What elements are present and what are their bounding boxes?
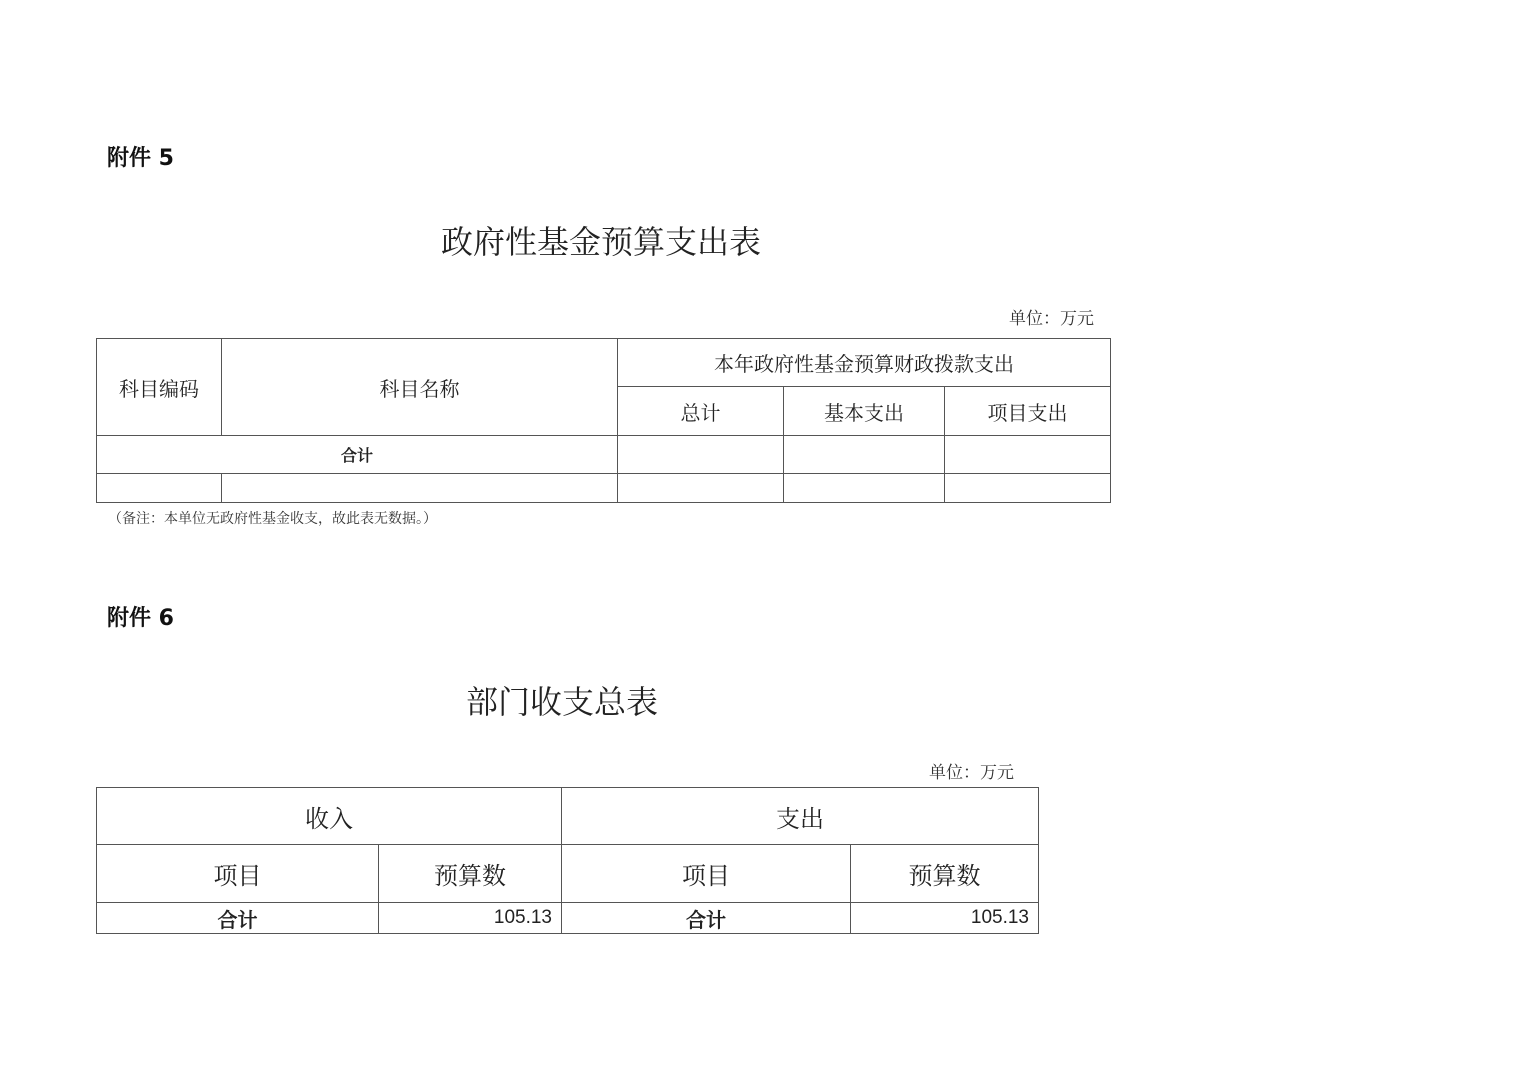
annex-5-note: （备注：本单位无政府性基金收支，故此表无数据。） [108,511,437,527]
annex-5-title: 政府性基金预算支出表 [441,223,762,261]
table-row [97,474,1111,503]
annex-5-unit-label: 单位：万元 [1009,309,1094,329]
header-expense-budget: 预算数 [851,845,1039,903]
header-income-item: 项目 [97,845,379,903]
government-fund-budget-expenditure-table [96,338,1111,503]
header-total: 总计 [618,387,784,436]
empty-code-cell [97,474,222,503]
table-header-row [97,788,1039,845]
header-expense-item: 项目 [562,845,851,903]
annex-6-label: 附件 6 [107,606,174,631]
expense-total-label: 合计 [562,903,851,934]
empty-basic-cell [784,474,945,503]
table-total-row [97,436,1111,474]
empty-name-cell [222,474,618,503]
total-row-label: 合计 [97,436,618,474]
empty-project-cell [945,474,1111,503]
table-total-row [97,903,1039,934]
table-header-row [97,339,1111,387]
department-income-expenditure-table [96,787,1039,934]
header-income-budget: 预算数 [379,845,562,903]
total-row-project-cell [945,436,1111,474]
total-row-basic-cell [784,436,945,474]
annex-5-label: 附件 5 [107,146,174,171]
total-row-total-cell [618,436,784,474]
header-fund-appropriation-group: 本年政府性基金预算财政拨款支出 [618,339,1111,387]
header-income: 收入 [97,788,562,845]
header-subject-code: 科目编码 [97,339,222,436]
table-subheader-row [97,845,1039,903]
header-project-expenditure: 项目支出 [945,387,1111,436]
header-expense: 支出 [562,788,1039,845]
annex-6-unit-label: 单位：万元 [929,763,1014,783]
annex-6-title: 部门收支总表 [466,683,659,721]
income-total-label: 合计 [97,903,379,934]
expense-total-value: 105.13 [851,903,1039,934]
header-subject-name: 科目名称 [222,339,618,436]
empty-total-cell [618,474,784,503]
income-total-value: 105.13 [379,903,562,934]
header-basic-expenditure: 基本支出 [784,387,945,436]
